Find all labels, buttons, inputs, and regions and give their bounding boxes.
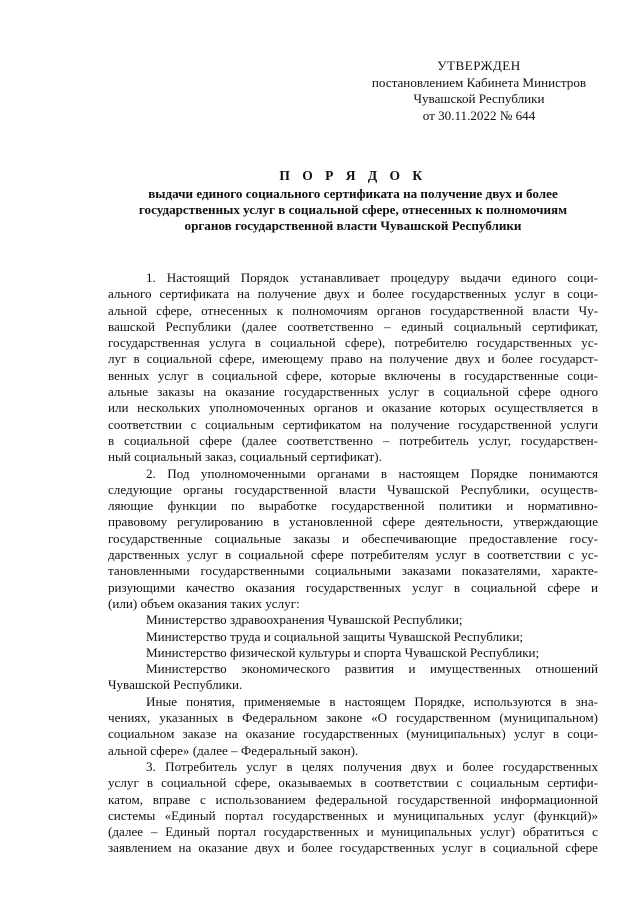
body-text-line: государственная услуга в социальной сфере), потребителю государственных ус- bbox=[108, 335, 598, 351]
body-text-line: Чувашской Республики. bbox=[108, 677, 243, 693]
title-heading: П О Р Я Д О К bbox=[279, 168, 427, 183]
body-text-line: альной сфере, отнесенных к полномочиям органов государственной власти Чу- bbox=[108, 302, 598, 318]
body-text-line: луг в социальной сфере, имеющему право на получение двух и более государст- bbox=[108, 351, 598, 367]
body-text-line: 1. Настоящий Порядок устанавливает процедуру выдачи единого соци- bbox=[146, 270, 598, 285]
approval-heading: УТВЕРЖДЕН bbox=[437, 58, 521, 73]
body-text-line: государственные социальные заказы и обеспечивающие предоставление госу- bbox=[108, 530, 598, 546]
document-body bbox=[108, 270, 598, 857]
body-text-line: услуг в социальной сфере, оказываемых в соответствии с социальным сертифи- bbox=[108, 775, 598, 791]
approval-line-3: от 30.11.2022 № 644 bbox=[422, 107, 536, 123]
body-text-line: ный социальный заказ, социальный сертификат). bbox=[108, 449, 382, 465]
body-text-line: системы «Единый портал государственных и муниципальных услуг (функций)» bbox=[108, 807, 598, 823]
body-text-line: социальном заказе на оказание государственных (муниципальных) услуг в соци- bbox=[108, 726, 598, 742]
body-text-line: альной сфере» (далее – Федеральный закон). bbox=[108, 742, 359, 758]
body-text-line: ального сертификата на получение двух и более государственных услуг в соци- bbox=[108, 286, 598, 302]
body-text-line: или нескольких уполномоченных органов и оказание которых осуществляется в bbox=[108, 400, 598, 416]
body-text-line: альные заказы на оказание государственных услуг в социальной сфере одного bbox=[108, 384, 598, 400]
body-text-line: дарственных услуг в социальной сфере потребителям услуг в соответствии с ус- bbox=[108, 547, 598, 563]
body-text-line: ризующими качество оказания государственных услуг в социальной сфере и bbox=[108, 579, 598, 595]
body-text-line: ляющие функции по выработке государственной политики и нормативно- bbox=[108, 498, 598, 514]
body-text-line: следующие органы государственной власти Чувашской Республики, осуществ- bbox=[108, 481, 598, 497]
body-text-line: чениях, указанных в Федеральном законе «О государственном (муниципальном) bbox=[108, 710, 598, 726]
body-text-line: в социальной сфере (далее соответственно – потребитель услуг, государствен- bbox=[108, 432, 598, 448]
body-text-line: Министерство экономического развития и имущественных отношений bbox=[146, 661, 598, 677]
title-line: выдачи единого социального сертификата на получение двух и более bbox=[148, 186, 558, 201]
approval-line-2: Чувашской Республики bbox=[413, 91, 545, 106]
body-text-line: 2. Под уполномоченными органами в настоящем Порядке понимаются bbox=[146, 465, 598, 481]
body-text-line: Министерство труда и социальной защиты Чувашской Республики; bbox=[146, 628, 524, 644]
title-line: государственных услуг в социальной сфере, отнесенных к полномочиям bbox=[138, 202, 568, 217]
body-text-line: Министерство физической культуры и спорта Чувашской Республики; bbox=[146, 644, 540, 660]
body-text-line: 3. Потребитель услуг в целях получения двух и более государственных bbox=[146, 758, 598, 774]
body-text-line: тановленными государственными социальными заказами показателями, характе- bbox=[108, 563, 598, 579]
approval-line-1: постановлением Кабинета Министров bbox=[371, 74, 587, 90]
body-text-line: (далее – Единый портал государственных и муниципальных услуг) обратиться с bbox=[108, 824, 598, 840]
title-line: органов государственной власти Чувашской Республики bbox=[184, 218, 522, 233]
body-text-line: катом, вправе с использованием федеральной государственной информационной bbox=[108, 791, 598, 807]
body-text-line: Министерство здравоохранения Чувашской Республики; bbox=[146, 612, 463, 628]
document-title bbox=[108, 168, 598, 234]
body-text-line: заявлением на оказание двух и более государственных услуг в социальной сфере bbox=[108, 840, 598, 856]
body-text-line: (или) объем оказания таких услуг: bbox=[108, 595, 300, 611]
approval-stamp-block bbox=[358, 58, 600, 124]
body-text-line: Иные понятия, применяемые в настоящем Порядке, используются в зна- bbox=[146, 693, 598, 709]
body-text-line: правовому регулированию в установленной сфере деятельности, утверждающие bbox=[108, 514, 598, 530]
body-text-line: вашской Республики (далее соответственно – единый социальный сертификат, bbox=[108, 318, 598, 334]
body-text-line: венных услуг в социальной сфере, которые включены в государственные соци- bbox=[108, 367, 598, 383]
body-text-line: соответствии с социальным сертификатом на получение государственной услуги bbox=[108, 416, 598, 432]
